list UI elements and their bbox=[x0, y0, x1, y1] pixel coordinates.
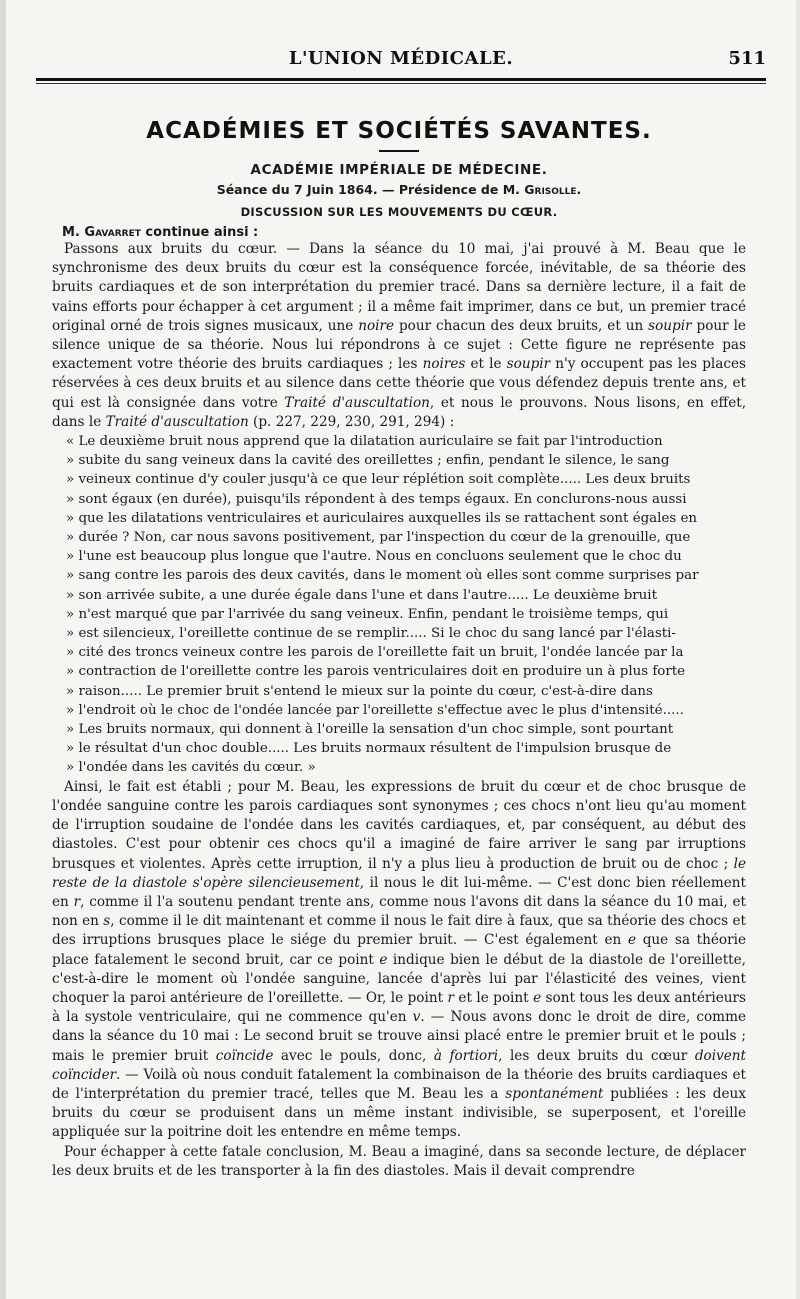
text-run: et le point bbox=[454, 989, 534, 1006]
italic-run: spontanément bbox=[505, 1085, 604, 1102]
italic-run: le reste de la diastole s'opère silencieusement bbox=[52, 855, 746, 891]
italic-run: e bbox=[533, 989, 542, 1006]
page-header bbox=[36, 42, 766, 82]
quote-line: » contraction de l'oreillette contre les parois ventriculaires doit en produire un à plus forte bbox=[66, 664, 686, 680]
text-run: . — Nous avons donc le droit de dire, comme dans la séance du 10 mai : Le second bruit se trouve ainsi placé entre le premier bruit et le pouls ; mais le premier bruit bbox=[52, 1009, 747, 1064]
text-run: n'y occupent pas les places réservées à ces deux bruits et au silence dans cette théorie que vous défendez depuis trente ans, et qui est là consignée dans votre bbox=[52, 356, 746, 411]
text-run: publiées : les deux bruits du cœur se produisent dans un même instant indivisible, se superposent, et l'oreille appliquée sur la poitrine doit les entendre en même temps. bbox=[52, 1085, 746, 1141]
speaker-prefix: M. bbox=[62, 225, 85, 240]
quote-line: » est silencieux, l'oreillette continue de se remplir..... Si le choc du sang lancé par l'élasti- bbox=[66, 626, 676, 642]
text-run: et le bbox=[465, 356, 507, 373]
text-run: avec le pouls, donc, bbox=[273, 1047, 434, 1064]
italic-run: Traité d'auscultation bbox=[105, 413, 249, 430]
italic-run: e bbox=[379, 951, 388, 968]
speaker-line bbox=[52, 225, 746, 240]
quote-line: « Le deuxième bruit nous apprend que la dilatation auriculaire se fait par l'introduction bbox=[66, 434, 663, 450]
quote-line: » raison..... Le premier bruit s'entend le mieux sur la pointe du cœur, c'est-à-dire dans bbox=[66, 683, 653, 699]
session-prefix: Séance du 7 Juin 1864. — Présidence de M. bbox=[216, 182, 525, 197]
italic-run: r bbox=[73, 893, 81, 910]
text-run: pour chacun des deux bruits, et un bbox=[394, 317, 649, 334]
italic-run: noires bbox=[422, 356, 466, 373]
academy-title: ACADÉMIE IMPÉRIALE DE MÉDECINE. bbox=[250, 162, 548, 178]
header-rule-thin bbox=[36, 83, 766, 84]
italic-run: v bbox=[412, 1009, 421, 1026]
paragraph-2 bbox=[52, 778, 746, 1143]
session-line bbox=[52, 182, 746, 197]
text-run: (p. 227, 229, 230, 291, 294) : bbox=[248, 413, 455, 430]
discussion-title: DISCUSSION SUR LES MOUVEMENTS DU CŒUR. bbox=[240, 205, 558, 219]
italic-run: noire bbox=[358, 317, 395, 334]
italic-run: soupir bbox=[648, 317, 692, 334]
italic-run: coïncide bbox=[215, 1047, 274, 1064]
section-title: ACADÉMIES ET SOCIÉTÉS SAVANTES. bbox=[146, 118, 652, 144]
italic-run: r bbox=[447, 989, 454, 1006]
italic-run: e bbox=[627, 932, 636, 949]
text-run: Passons aux bruits du cœur. — Dans la séance du 10 mai, j'ai prouvé à M. Beau que le synchronisme des deux bruits du cœur est la conséquence forcée, inévitable, de sa théorie des bruits cardiaques et de son interprétation du premier tracé. Dans sa dernière lecture, il a fait de vains efforts pour échapper à cet argument ; il a même fait imprimer, dans ce but, un premier tracé original orné de trois signes musicaux, une bbox=[52, 241, 746, 334]
quote-line: » son arrivée subite, a une durée égale dans l'une et dans l'autre..... Le deuxième bruit bbox=[66, 587, 657, 603]
text-run: indique bien le début de la diastole de l'oreillette, c'est-à-dire le moment où l'ondée sanguine, lancée d'après lui par l'élasticité des veines, vient choquer la paroi antérieure de l'oreillette. — Or, le point bbox=[52, 951, 746, 1006]
quote-line: » le résultat d'un choc double..... Les bruits normaux résultent de l'impulsion brusque de bbox=[66, 741, 672, 757]
text-run: . — Voilà où nous conduit fatalement la combinaison de la théorie des bruits cardiaques et de l'interprétation du premier tracé, telles que M. Beau les a bbox=[52, 1066, 746, 1102]
paragraph-1 bbox=[52, 240, 746, 432]
text-run: , comme il l'a soutenu pendant trente ans, comme nous l'avons dit dans la séance du 10 mai, et non en bbox=[52, 893, 747, 930]
italic-run: Traité d'auscultation bbox=[284, 394, 430, 411]
quote-line: » sont égaux (en durée), puisqu'ils répondent à des temps égaux. En conclurons-nous aussi bbox=[66, 491, 687, 507]
text-run: , les deux bruits du cœur bbox=[498, 1047, 695, 1064]
speaker-suffix: continue ainsi : bbox=[140, 225, 259, 240]
quote-line: » sang contre les parois des deux cavités, dans le moment où elles sont comme surprises par bbox=[66, 568, 699, 584]
quote-line: » l'endroit où le choc de l'ondée lancée par l'oreillette s'effectue avec le plus d'intensité..... bbox=[66, 702, 684, 718]
quote-line: » subite du sang veineux dans la cavité des oreillettes ; enfin, pendant le silence, le sang bbox=[66, 453, 670, 469]
text-run: sont tous les deux antérieurs à la systole ventriculaire, qui ne commence qu'en bbox=[52, 989, 747, 1026]
text-run: que sa théorie place fatalement le second bruit, car ce point bbox=[52, 932, 746, 968]
paragraph-3: Pour échapper à cette fatale conclusion, M. Beau a imaginé, dans sa seconde lecture, de déplacer les deux bruits et de les transporter à la fin des diastoles. Mais il devait comprendre bbox=[52, 1143, 746, 1179]
section-divider bbox=[379, 150, 419, 152]
quote-line: » l'ondée dans les cavités du cœur. » bbox=[66, 760, 316, 776]
page-number: 511 bbox=[728, 48, 766, 69]
italic-run: à fortiori bbox=[433, 1047, 499, 1064]
session-president: Grisolle. bbox=[524, 182, 582, 197]
quotation-block bbox=[52, 432, 746, 778]
page-content bbox=[52, 110, 746, 1259]
text-run: pour le silence unique de sa théorie. Nous lui répondrons à ce sujet : Cette figure ne représente pas exactement votre théorie des bruits cardiaques ; les bbox=[52, 317, 746, 373]
running-title: L'UNION MÉDICALE. bbox=[288, 48, 514, 69]
text-run: Ainsi, le fait est établi ; pour M. Beau, les expressions de bruit du cœur et de choc brusque de l'ondée sanguine contre les parois cardiaques sont synonymes ; ces chocs n'ont lieu qu'au moment de l'irruption soudaine de l'ondée dans les cavités cardiaques, et, par conséquent, au début des diastoles. C'est pour obtenir ces chocs qu'il a imaginé de faire arriver le sang par irruptions brusques et violentes. Après cette irruption, il n'y a plus lieu à production de bruit ou de choc ; bbox=[52, 778, 746, 872]
italic-run: doivent coïncider bbox=[52, 1047, 746, 1083]
quote-line: » cité des troncs veineux contre les parois de l'oreillette fait un bruit, l'ondée lancée par la bbox=[66, 645, 684, 661]
quote-line: » l'une est beaucoup plus longue que l'autre. Nous en concluons seulement que le choc du bbox=[66, 549, 682, 565]
text-run: , il nous le dit lui-même. — C'est donc bien réellement en bbox=[52, 874, 746, 910]
speaker-name: Gavarret bbox=[84, 225, 141, 240]
quote-line: » n'est marqué que par l'arrivée du sang veineux. Enfin, pendant le troisième temps, qui bbox=[66, 606, 669, 622]
text-run: , comme il le dit maintenant et comme il nous le fait dire à faux, que sa théorie des chocs et des irruptions brusques place le siége du premier bruit. — C'est également en bbox=[52, 913, 746, 949]
quote-line: » veineux continue d'y couler jusqu'à ce que leur réplétion soit complète..... Les deux bruits bbox=[66, 472, 691, 488]
quote-line: » que les dilatations ventriculaires et auriculaires auxquelles ils se rattachent sont égales en bbox=[66, 510, 698, 526]
italic-run: soupir bbox=[506, 356, 551, 373]
italic-run: s bbox=[103, 913, 111, 930]
text-run: , et nous le prouvons. Nous lisons, en effet, dans le bbox=[52, 394, 747, 430]
quote-line: » Les bruits normaux, qui donnent à l'oreille la sensation d'un choc simple, sont pourtant bbox=[66, 722, 674, 738]
quote-line: » durée ? Non, car nous savons positivement, par l'inspection du cœur de la grenouille, que bbox=[66, 530, 691, 546]
header-rule-thick bbox=[36, 78, 766, 81]
